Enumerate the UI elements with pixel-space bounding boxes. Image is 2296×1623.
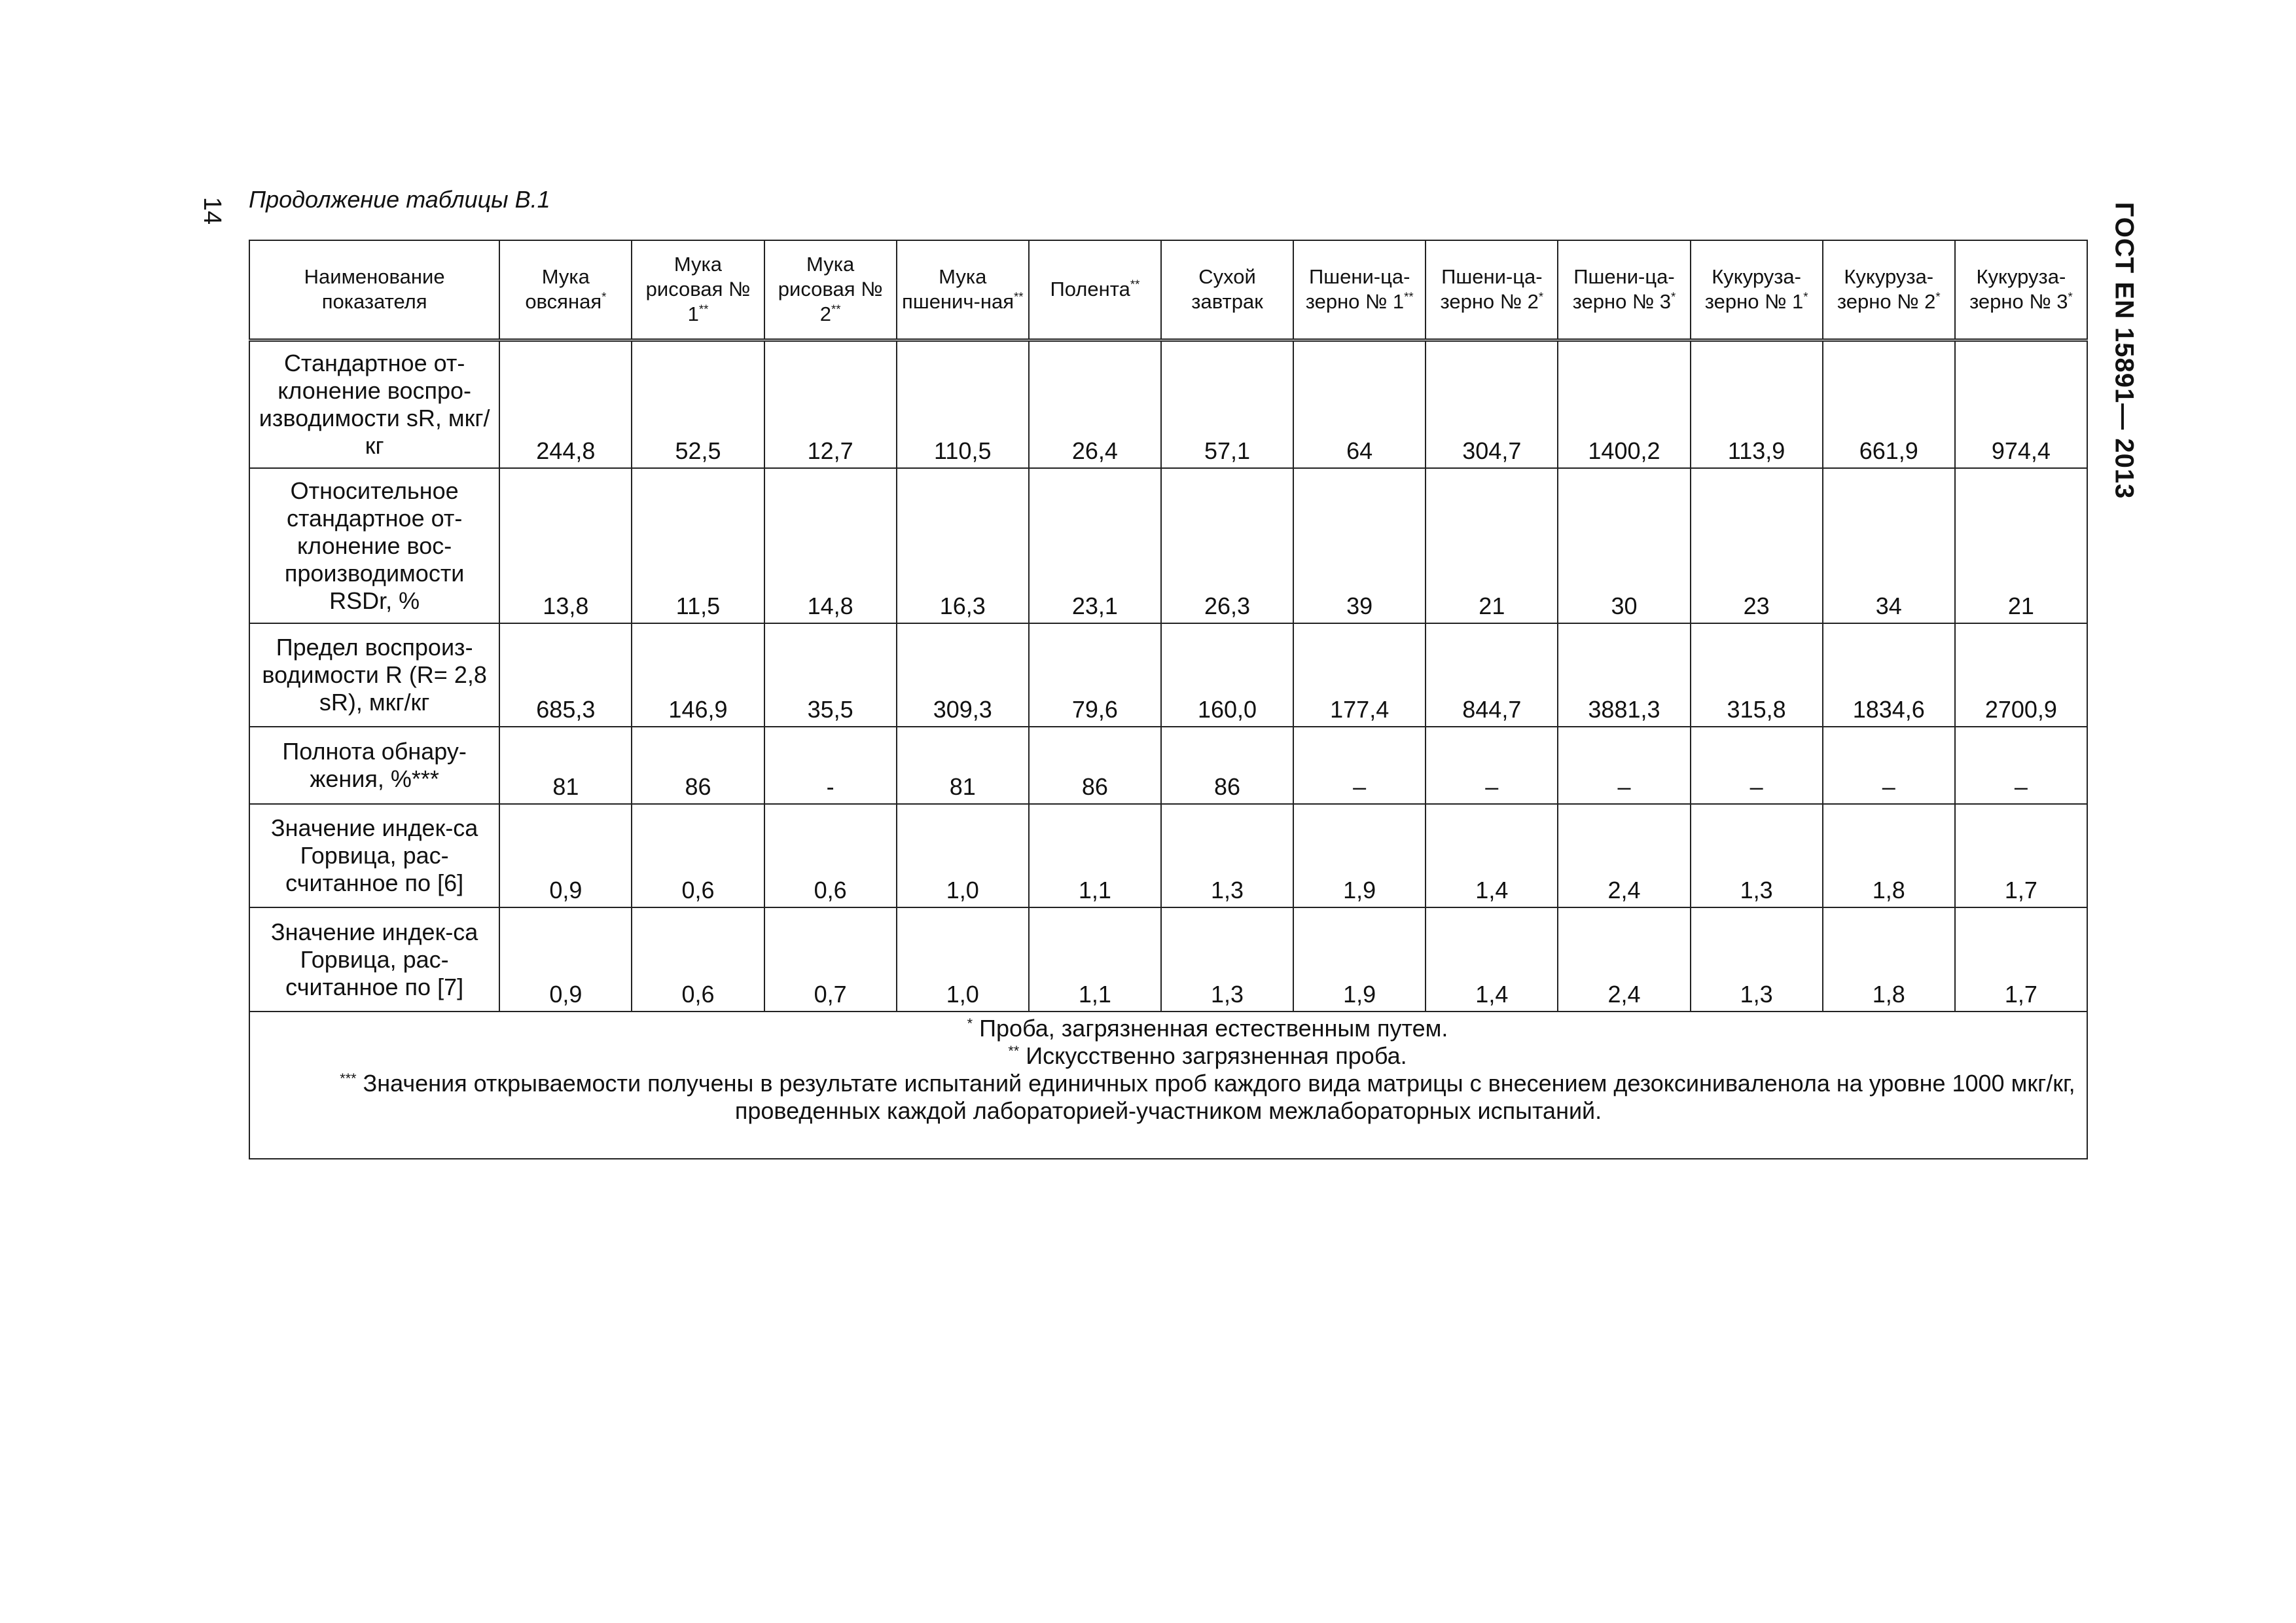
- table-cell: 304,7: [1426, 340, 1558, 468]
- row-label: Значение индек-са Горвица, рас-считанное по [6]: [249, 804, 499, 907]
- table-row: [249, 340, 2087, 468]
- table-cell: 0,6: [632, 907, 764, 1011]
- column-header: Мука пшенич-ная**: [897, 240, 1029, 340]
- table-cell: 81: [499, 727, 632, 804]
- table-cell: 13,8: [499, 468, 632, 623]
- table-cell: –: [1955, 727, 2087, 804]
- table-cell: 3881,3: [1558, 623, 1690, 727]
- row-label: Предел воспроиз-водимости R (R= 2,8 sR), мкг/кг: [249, 623, 499, 727]
- table-cell: 844,7: [1426, 623, 1558, 727]
- column-header: Мука рисовая № 2**: [764, 240, 897, 340]
- note-line: * Проба, загрязненная естественным путем.: [967, 1014, 1448, 1042]
- table-cell: –: [1426, 727, 1558, 804]
- table-cell: 86: [632, 727, 764, 804]
- table-cell: 21: [1955, 468, 2087, 623]
- table-cell: 64: [1293, 340, 1426, 468]
- table-cell: 315,8: [1691, 623, 1823, 727]
- table-cell: 79,6: [1029, 623, 1161, 727]
- table-row: [249, 468, 2087, 623]
- row-label: Полнота обнару-жения, %***: [249, 727, 499, 804]
- table-cell: 0,6: [764, 804, 897, 907]
- table-cell: 30: [1558, 468, 1690, 623]
- table-cell: 34: [1823, 468, 1955, 623]
- table-cell: 86: [1161, 727, 1293, 804]
- table-cell: 1,1: [1029, 804, 1161, 907]
- table-cell: 160,0: [1161, 623, 1293, 727]
- row-label: Значение индек-са Горвица, рас-считанное по [7]: [249, 907, 499, 1011]
- table-cell: 81: [897, 727, 1029, 804]
- data-table: [249, 240, 2088, 1159]
- table-cell: -: [764, 727, 897, 804]
- table-cell: 309,3: [897, 623, 1029, 727]
- table-cell: 16,3: [897, 468, 1029, 623]
- table-cell: –: [1823, 727, 1955, 804]
- table-cell: 1,3: [1691, 907, 1823, 1011]
- table-cell: 1834,6: [1823, 623, 1955, 727]
- column-header: Мука рисовая № 1**: [632, 240, 764, 340]
- table-cell: 2,4: [1558, 804, 1690, 907]
- table-cell: 1,7: [1955, 907, 2087, 1011]
- column-header: Пшени-ца-зерно № 3*: [1558, 240, 1690, 340]
- table-cell: 661,9: [1823, 340, 1955, 468]
- table-cell: –: [1293, 727, 1426, 804]
- table-cell: 1,4: [1426, 804, 1558, 907]
- table-cell: 52,5: [632, 340, 764, 468]
- row-label: Стандартное от-клонение воспро-изводимости sR, мкг/кг: [249, 340, 499, 468]
- table-row: [249, 907, 2087, 1011]
- column-header: Кукуруза-зерно № 1*: [1691, 240, 1823, 340]
- header-label: Наименование показателя: [249, 240, 499, 340]
- table-cell: 1,7: [1955, 804, 2087, 907]
- table-cell: 0,9: [499, 804, 632, 907]
- table-cell: 177,4: [1293, 623, 1426, 727]
- table-cell: 23,1: [1029, 468, 1161, 623]
- note-line: *** Значения открываемости получены в результате испытаний единичных проб каждого вида матрицы с внесением дезоксиниваленола на уровне 1000 мкг/кг, проведенных каждой лабораторией-участником межлабораторных испытаний.: [340, 1069, 2075, 1124]
- table-row: [249, 623, 2087, 727]
- table-cell: 1,1: [1029, 907, 1161, 1011]
- table-cell: 1,0: [897, 804, 1029, 907]
- column-header: Пшени-ца-зерно № 2*: [1426, 240, 1558, 340]
- table-cell: 21: [1426, 468, 1558, 623]
- table-cell: 11,5: [632, 468, 764, 623]
- table-cell: 1,8: [1823, 907, 1955, 1011]
- column-header: Кукуруза-зерно № 2*: [1823, 240, 1955, 340]
- table-cell: 1,0: [897, 907, 1029, 1011]
- table-cell: 0,7: [764, 907, 897, 1011]
- table-cell: 26,3: [1161, 468, 1293, 623]
- table-row: [249, 804, 2087, 907]
- document-code: [2091, 193, 2157, 507]
- table-cell: 244,8: [499, 340, 632, 468]
- column-header: Пшени-ца-зерно № 1**: [1293, 240, 1426, 340]
- table-cell: 974,4: [1955, 340, 2087, 468]
- table-cell: 1400,2: [1558, 340, 1690, 468]
- table-cell: 685,3: [499, 623, 632, 727]
- table-cell: 1,8: [1823, 804, 1955, 907]
- column-header: Полента**: [1029, 240, 1161, 340]
- note-line: ** Искусственно загрязненная проба.: [1008, 1042, 1407, 1069]
- table-cell: 1,3: [1161, 907, 1293, 1011]
- notes-row: [249, 1012, 2087, 1159]
- table-cell: 39: [1293, 468, 1426, 623]
- table-cell: 1,9: [1293, 907, 1426, 1011]
- table-cell: 1,9: [1293, 804, 1426, 907]
- table-cell: 35,5: [764, 623, 897, 727]
- table-cell: 146,9: [632, 623, 764, 727]
- table-cell: 0,9: [499, 907, 632, 1011]
- table-cell: –: [1691, 727, 1823, 804]
- table-cell: 113,9: [1691, 340, 1823, 468]
- table-cell: 26,4: [1029, 340, 1161, 468]
- table-cell: 110,5: [897, 340, 1029, 468]
- table-cell: 2,4: [1558, 907, 1690, 1011]
- table-row: [249, 727, 2087, 804]
- row-label: Относительное стандартное от-клонение вос-производимости RSDr, %: [249, 468, 499, 623]
- table-notes: [249, 1012, 2087, 1159]
- column-header: Мука овсяная*: [499, 240, 632, 340]
- table-header-row: [249, 240, 2087, 340]
- table-cell: 1,3: [1691, 804, 1823, 907]
- table-cell: 0,6: [632, 804, 764, 907]
- table-cell: 57,1: [1161, 340, 1293, 468]
- column-header: Сухой завтрак: [1161, 240, 1293, 340]
- table-cell: –: [1558, 727, 1690, 804]
- page-number: 14: [198, 196, 226, 225]
- table-cell: 2700,9: [1955, 623, 2087, 727]
- table-cell: 14,8: [764, 468, 897, 623]
- table-caption: Продолжение таблицы В.1: [249, 186, 550, 213]
- table-cell: 1,4: [1426, 907, 1558, 1011]
- table-cell: 12,7: [764, 340, 897, 468]
- table-cell: 23: [1691, 468, 1823, 623]
- document-code-text: ГОСТ EN 15891— 2013: [2109, 202, 2139, 499]
- table-cell: 1,3: [1161, 804, 1293, 907]
- column-header: Кукуруза-зерно № 3*: [1955, 240, 2087, 340]
- table-cell: 86: [1029, 727, 1161, 804]
